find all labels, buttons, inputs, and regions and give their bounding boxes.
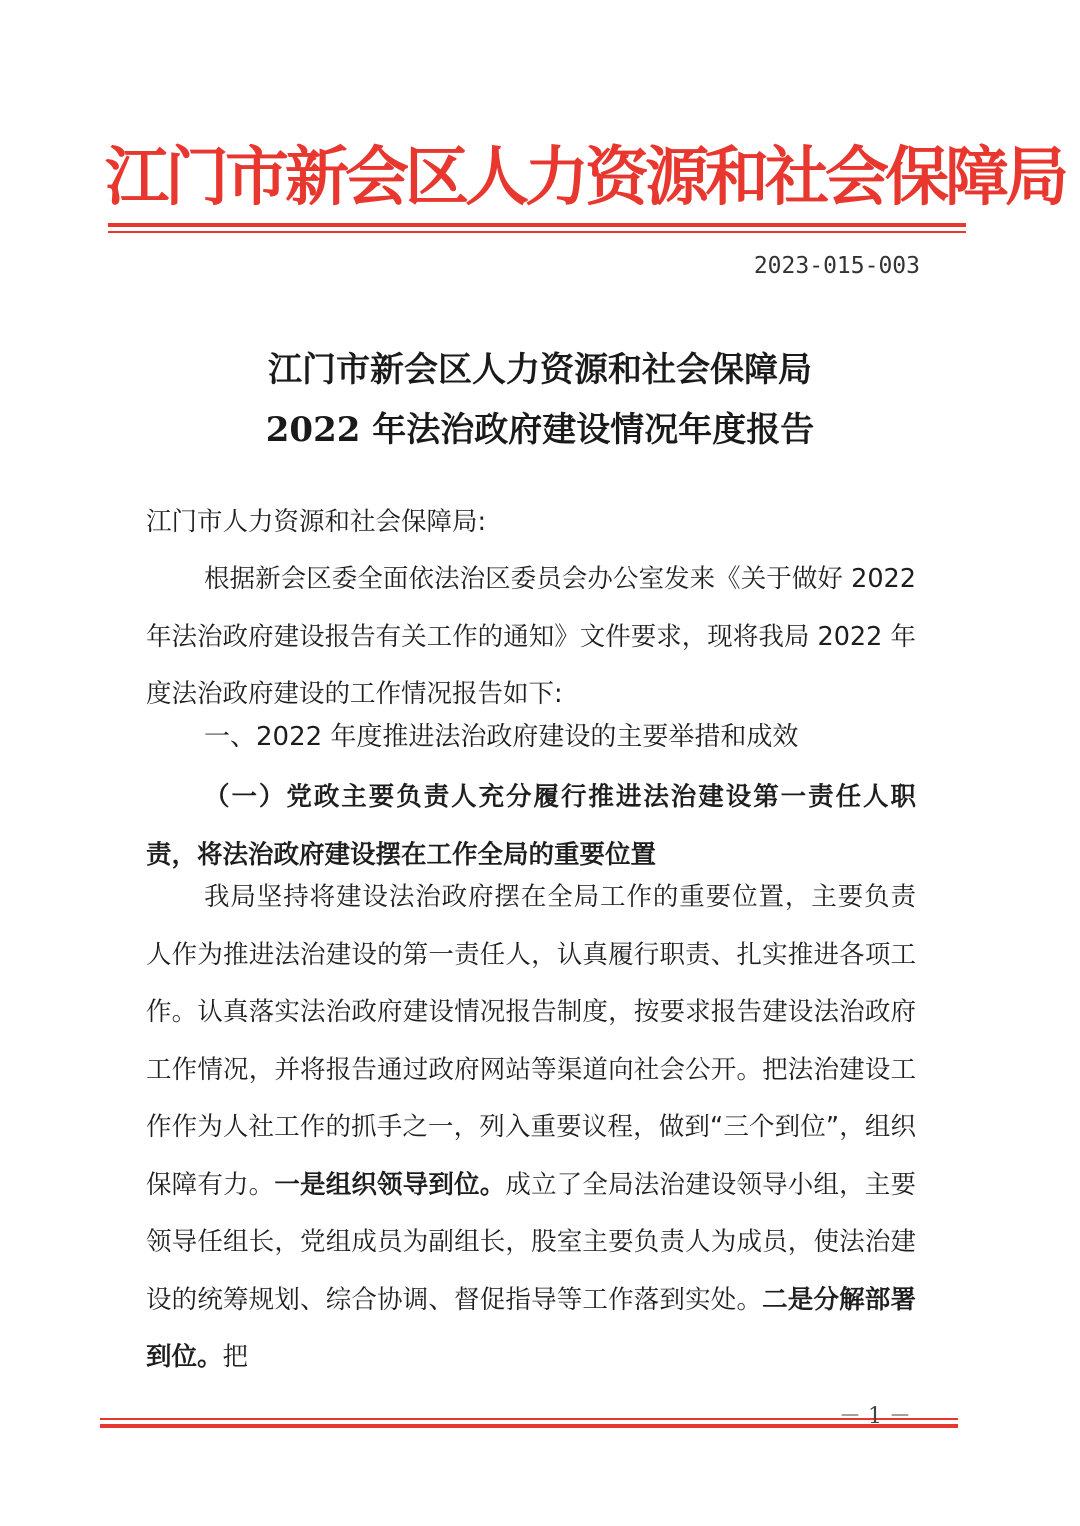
paragraph-text: 我局坚持将建设法治政府摆在全局工作的重要位置，主要负责人作为推进法治建设的第一责任人，认真履行职责、扎实推进各项工作。认真落实法治政府建设情况报告制度，按要求报告建设法治政府工作情况，并将报告通过政府网站等渠道向社会公开。把法治建设工作作为人社工作的抓手之一，列入重要议程，做到“三个到位”，组织保障有力。 [146, 882, 916, 1200]
masthead-red-rule-thick [108, 223, 966, 227]
paragraph-text: 把 [222, 1342, 249, 1372]
bold-emphasis: 二是分解部署到位。 [146, 1284, 916, 1372]
report-title-line-2: 2022 年法治政府建设情况年度报告 [265, 410, 815, 450]
subsection-heading-1: （一）党政主要负责人充分履行推进法治建设第一责任人职责，将法治政府建设摆在工作全局的重要位置 [146, 782, 916, 870]
document-number: 2023-015-003 [753, 253, 920, 279]
salutation: 江门市人力资源和社会保障局: [146, 507, 487, 537]
section-heading-1: 一、2022 年度推进法治政府建设的主要举措和成效 [204, 722, 799, 752]
report-title-line-1: 江门市新会区人力资源和社会保障局 [268, 350, 812, 390]
body-paragraph [146, 869, 916, 1387]
bold-emphasis: 一是组织领导到位。 [274, 1169, 506, 1200]
masthead-agency-name: 江门市新会区人力资源和社会保障局 [105, 140, 1065, 215]
page-number: － 1 － [839, 1404, 911, 1429]
paragraph-text: 成立了全局法治建设领导小组，主要领导任组长，党组成员为副组长，股室主要负责人为成员，使法治建设的统筹规划、综合协调、督促指导等工作落到实处。 [146, 1169, 916, 1315]
masthead-red-rule-thin [108, 231, 966, 233]
intro-paragraph: 根据新会区委全面依法治区委员会办公室发来《关于做好 2022 年法治政府建设报告有关工作的通知》文件要求，现将我局 2022 年度法治政府建设的工作情况报告如下: [146, 564, 916, 709]
